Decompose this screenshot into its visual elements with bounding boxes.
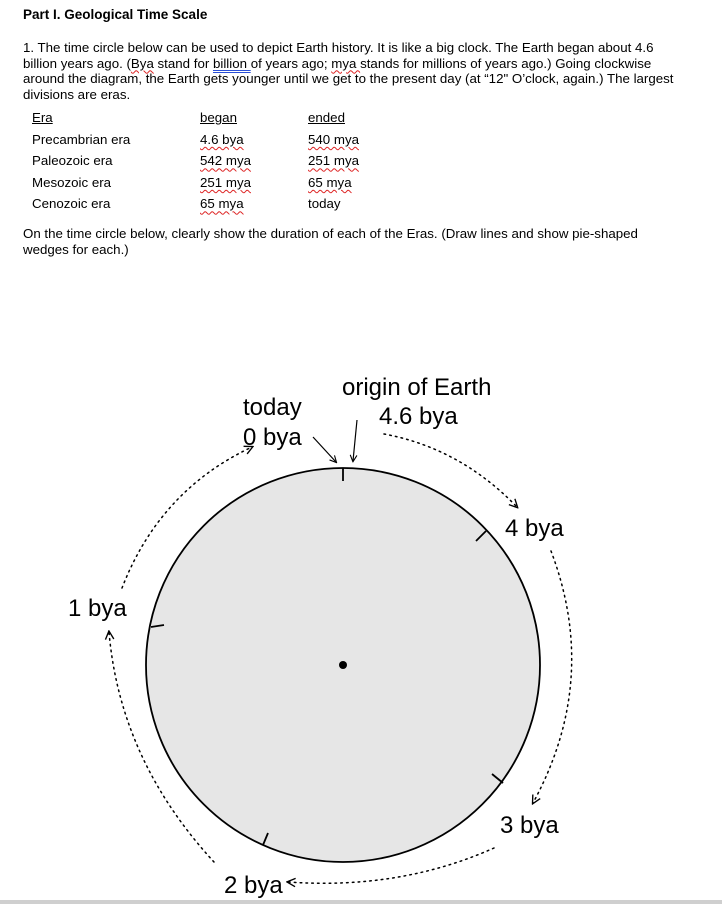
- era-name: Precambrian era: [32, 131, 131, 147]
- intro-text-2: stand for: [153, 55, 213, 71]
- billion-word: billion: [212, 55, 251, 71]
- era-ended: today: [308, 196, 341, 212]
- intro-text-1: 1. The time circle below can be used to depict Earth history. It is like a big clock. The Earth began about 4.6 billion years ago. (: [23, 40, 654, 71]
- header-ended: ended: [308, 110, 345, 126]
- header-era: Era: [32, 110, 53, 126]
- era-began: 65 mya: [200, 196, 244, 212]
- era-ended: 65 mya: [308, 174, 352, 190]
- label-4bya: 4 bya: [505, 515, 564, 542]
- center-dot: [339, 661, 347, 669]
- page-title: Part I. Geological Time Scale: [23, 7, 208, 22]
- era-name: Paleozoic era: [32, 153, 113, 169]
- label-1bya: 1 bya: [68, 595, 127, 622]
- era-began: 542 mya: [200, 153, 251, 169]
- label-2bya: 2 bya: [224, 872, 283, 899]
- origin-pointer-arrow: [353, 420, 357, 461]
- intro-text-3: of years ago;: [250, 55, 332, 71]
- page-bottom-border: [0, 900, 722, 904]
- bya-word: Bya: [130, 55, 154, 71]
- era-name: Mesozoic era: [32, 174, 112, 190]
- era-name: Cenozoic era: [32, 196, 111, 212]
- today-label-line2: 0 bya: [243, 424, 302, 451]
- header-began: began: [200, 110, 237, 126]
- era-began: 251 mya: [200, 174, 251, 190]
- today-label-line1: today: [243, 394, 302, 421]
- instruction-text: On the time circle below, clearly show the duration of each of the Eras. (Draw lines and show pie-shaped wedges for each.): [23, 226, 638, 257]
- era-began: 4.6 bya: [200, 131, 244, 147]
- era-ended: 540 mya: [308, 131, 359, 147]
- intro-text-4: stands for millions of years ago.) Going clockwise around the diagram, the Earth gets younger until we get to the present day (at “12" O’clock, again.) The largest divisions are eras.: [23, 55, 674, 102]
- origin-label-line1: origin of Earth: [342, 374, 492, 401]
- mya-word: mya: [331, 55, 361, 71]
- era-ended: 251 mya: [308, 153, 359, 169]
- today-pointer-arrow: [313, 437, 336, 462]
- label-3bya: 3 bya: [500, 812, 559, 839]
- origin-label-line2: 4.6 bya: [379, 403, 458, 430]
